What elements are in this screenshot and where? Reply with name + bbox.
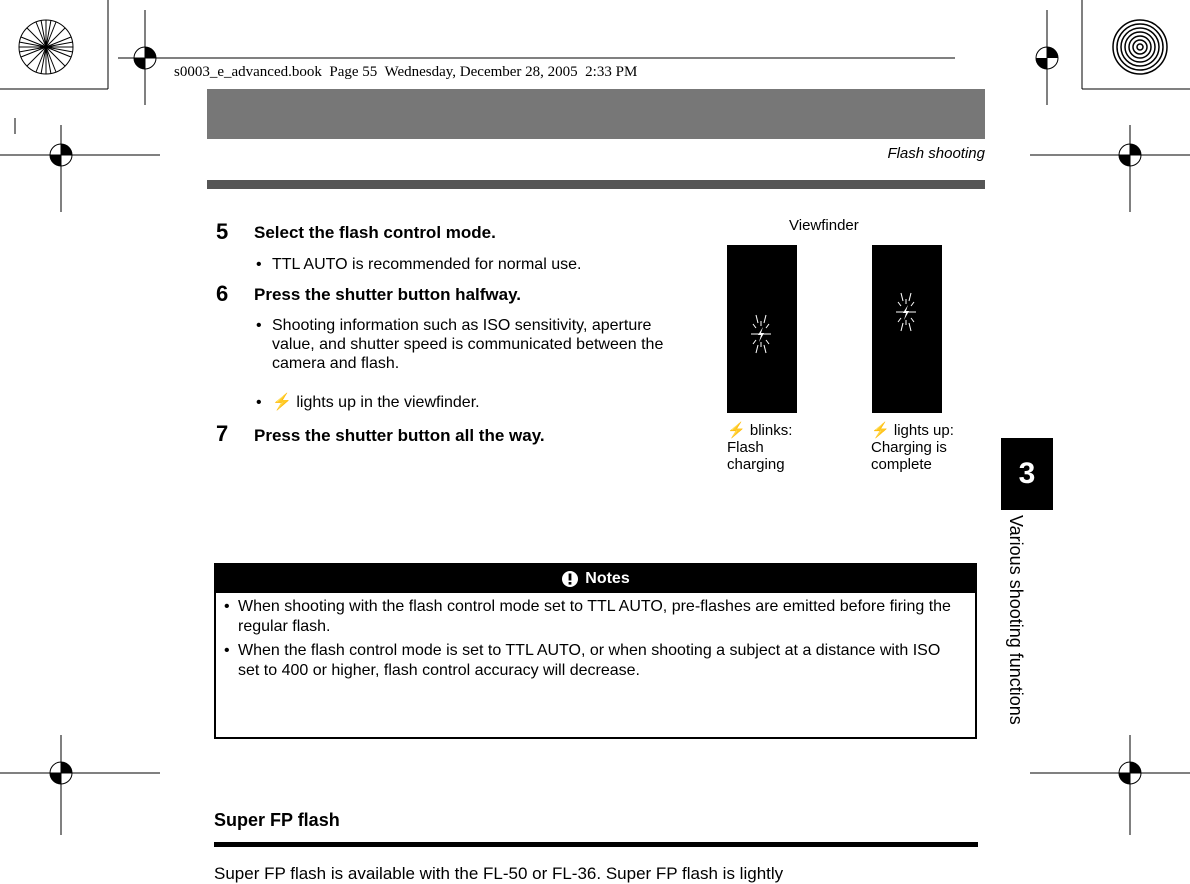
section-body-text: Super FP flash is available with the FL-50 or FL-36. Super FP flash is lightly	[214, 864, 784, 883]
chapter-number: 3	[1001, 438, 1053, 510]
book-info: s0003_e_advanced.book Page 55 Wednesday, December 28, 2005 2:33 PM	[174, 64, 638, 80]
step-title: Press the shutter button halfway.	[254, 285, 522, 304]
section-heading: Super FP flash	[214, 810, 340, 830]
header-band	[207, 89, 985, 139]
header-rule	[207, 180, 985, 189]
notes-header	[216, 565, 975, 593]
warning-icon	[561, 570, 579, 588]
bullet-item: • Shooting information such as ISO sensitivity, aperture value, and shutter speed is communicated between the camera and flash.	[256, 317, 664, 372]
lit-caption: ⚡ lights up: Charging is complete	[871, 422, 954, 473]
step-number: 6	[216, 281, 229, 306]
notes-box	[214, 563, 977, 739]
step-number: 5	[216, 219, 229, 244]
section-title: Flash shooting	[887, 145, 985, 162]
blink-caption: ⚡ blinks: Flash charging	[727, 422, 793, 473]
section-rule	[214, 842, 978, 847]
flash-icon: ⚡	[727, 422, 746, 439]
flash-icon: ⚡	[871, 422, 890, 439]
step-title: Press the shutter button all the way.	[254, 426, 545, 445]
viewfinder-blinking	[727, 245, 797, 413]
note-item: • When shooting with the flash control mode set to TTL AUTO, pre-flashes are emitted before firing the regular flash.	[224, 598, 951, 635]
viewfinder-lit	[872, 245, 942, 413]
flash-icon: ⚡	[272, 394, 292, 411]
viewfinder-title: Viewfinder	[789, 217, 859, 234]
notes-title: Notes	[585, 570, 630, 587]
note-item: • When the flash control mode is set to TTL AUTO, or when shooting a subject at a distance with ISO set to 400 or higher, flash control accuracy will decrease.	[224, 642, 941, 679]
chapter-label-wrap	[1005, 515, 1025, 775]
blinking-flash-icon	[727, 245, 797, 413]
lit-flash-icon	[872, 245, 942, 413]
step-number: 7	[216, 421, 229, 446]
bullet-item: • TTL AUTO is recommended for normal use.	[256, 256, 582, 273]
chapter-label: Various shooting functions	[1006, 515, 1026, 725]
step-title: Select the flash control mode.	[254, 223, 496, 242]
bullet-item: • ⚡ lights up in the viewfinder.	[256, 394, 480, 411]
